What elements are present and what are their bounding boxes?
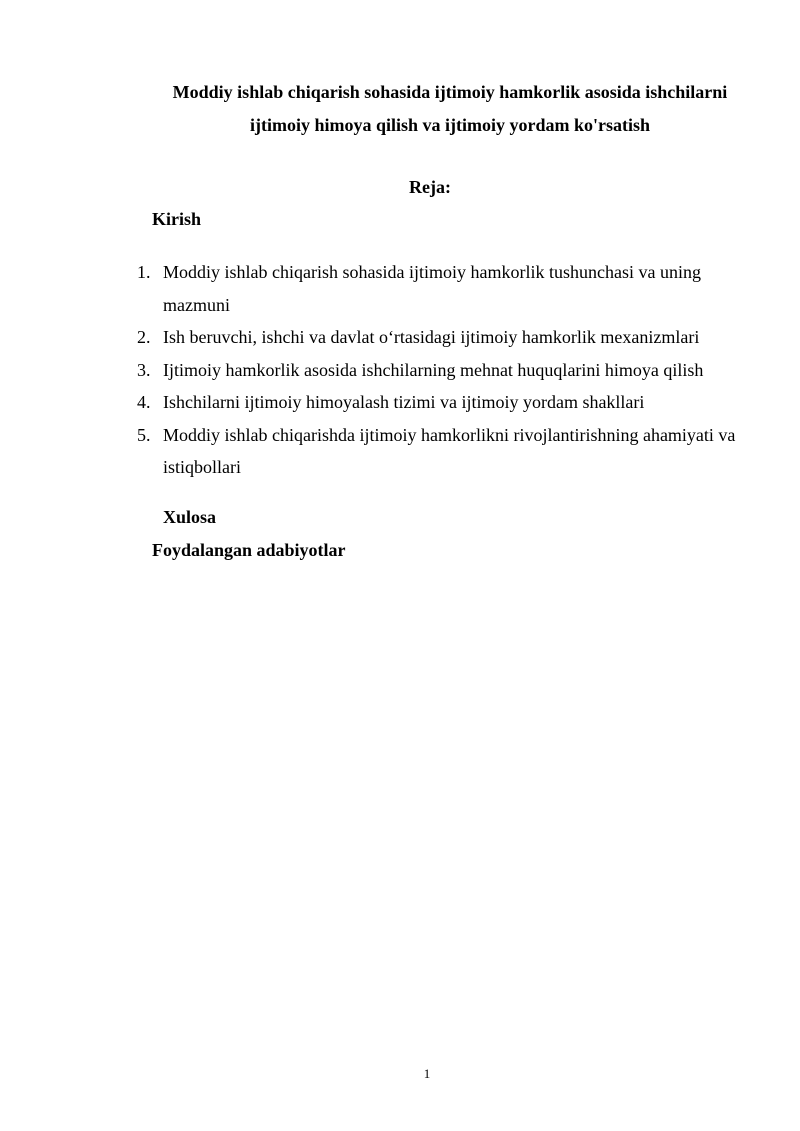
plan-item-2 <box>137 321 747 354</box>
page-number: 1 <box>423 1066 431 1081</box>
plan-item-5 <box>137 419 747 484</box>
plan-item-text: Ijtimoiy hamkorlik asosida ishchilarning mehnat huquqlarini himoya qilish <box>163 359 704 380</box>
plan-item-text: Ishchilarni ijtimoiy himoyalash tizimi va ijtimoiy yordam shakllari <box>163 392 645 412</box>
plan-item-number: 5. <box>137 424 151 445</box>
plan-item-4 <box>137 386 747 419</box>
plan-item-text: Ish beruvchi, ishchi va davlat o‘rtasidagi ijtimoiy hamkorlik mexanizmlari <box>163 327 700 347</box>
plan-item-number: 3. <box>137 359 151 380</box>
plan-heading: Reja: <box>409 177 451 197</box>
plan-item-number: 2. <box>137 327 151 347</box>
plan-list <box>137 256 747 484</box>
title-line-2: ijtimoiy himoya qilish va ijtimoiy yordam ko'rsatish <box>249 115 651 135</box>
title-line-1: Moddiy ishlab chiqarish sohasida ijtimoiy hamkorlik asosida ishchilarni <box>172 82 728 102</box>
plan-item-number: 4. <box>137 392 151 412</box>
document-title <box>120 76 780 142</box>
references-heading: Foydalangan adabiyotlar <box>152 540 346 560</box>
conclusion-heading: Xulosa <box>163 507 217 527</box>
plan-item-3 <box>137 354 747 387</box>
plan-item-text: Moddiy ishlab chiqarish sohasida ijtimoiy hamkorlik tushunchasi va uning mazmuni <box>163 262 701 315</box>
plan-item-number: 1. <box>137 262 151 282</box>
plan-item-1 <box>137 256 747 321</box>
intro-heading: Kirish <box>152 209 202 229</box>
plan-item-text: Moddiy ishlab chiqarishda ijtimoiy hamkorlikni rivojlantirishning ahamiyati va istiqbollari <box>163 424 736 477</box>
